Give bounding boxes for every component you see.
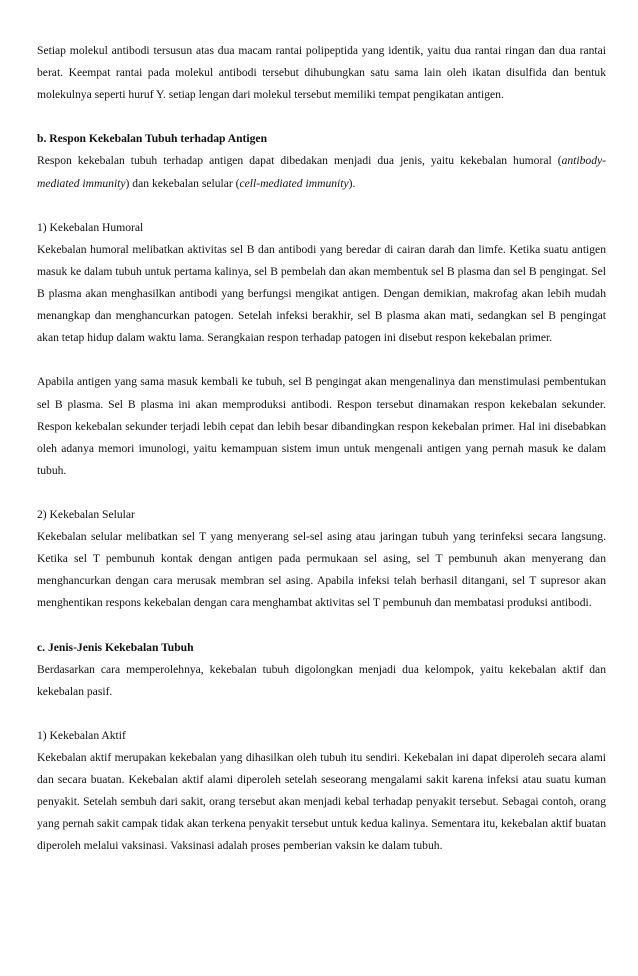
selular-section: [37, 504, 606, 614]
section-c-heading: c. Jenis-Jenis Kekebalan Tubuh: [37, 640, 194, 654]
section-b-text-start: Respon kekebalan tubuh terhadap antigen dapat dibedakan menjadi dua jenis, yaitu kekebalan humoral (: [37, 154, 562, 168]
document-page: [37, 40, 606, 880]
section-c: [37, 637, 606, 703]
humoral-section: [37, 217, 606, 350]
intro-paragraph: Setiap molekul antibodi tersusun atas dua macam rantai polipeptida yang identik, yaitu dua rantai ringan dan dua rantai berat. Keempat rantai pada molekul antibodi tersebut dihubungkan satu sama lain oleh ikatan disulfida dan bentuk molekulnya seperti huruf Y. setiap lengan dari molekul tersebut memiliki tempat pengikatan antigen.: [37, 44, 606, 102]
section-b-text-mid: ) dan kekebalan selular (: [125, 176, 240, 190]
aktif-heading: 1) Kekebalan Aktif: [37, 728, 126, 742]
humoral-paragraph-1: Kekebalan humoral melibatkan aktivitas sel B dan antibodi yang beredar di cairan darah dan limfe. Ketika suatu antigen masuk ke dalam tubuh untuk pertama kalinya, sel B pembelah dan akan membentuk sel B plasma dan sel B pengingat. Sel B plasma akan menghasilkan antibodi yang berfungsi mengikat antigen. Dengan demikian, makrofag akan lebih mudah menangkap dan menghancurkan patogen. Setelah infeksi berakhir, sel B plasma akan mati, sedangkan sel B pengingat akan tetap hidup dalam waktu lama. Serangkaian respon terhadap patogen ini disebut respon kekebalan primer.: [37, 242, 606, 345]
section-b-text-end: ).: [348, 176, 356, 190]
section-b-paragraph: [37, 150, 606, 194]
section-b: [37, 128, 606, 194]
section-c-paragraph: Berdasarkan cara memperolehnya, kekebalan tubuh digolongkan menjadi dua kelompok, yaitu kekebalan aktif dan kekebalan pasif.: [37, 662, 606, 698]
section-b-heading: b. Respon Kekebalan Tubuh terhadap Antigen: [37, 132, 268, 146]
intro-section: [37, 40, 606, 106]
term-antibody-mediated: antibody-mediated immunity: [37, 154, 606, 190]
selular-heading: 2) Kekebalan Selular: [37, 507, 135, 521]
term-cell-mediated: cell-mediated immunity: [239, 176, 349, 190]
humoral-heading: 1) Kekebalan Humoral: [37, 220, 144, 234]
aktif-section: [37, 725, 606, 858]
selular-paragraph: Kekebalan selular melibatkan sel T yang menyerang sel-sel asing atau jaringan tubuh yang terinfeksi secara langsung. Ketika sel T pembunuh kontak dengan antigen pada permukaan sel asing, sel T pembunuh akan menyerang dan menghancurkan dengan cara merusak membran sel asing. Apabila infeksi telah berhasil ditangani, sel T supresor akan menghentikan respons kekebalan dengan cara menghambat aktivitas sel T pembunuh dan membatasi produksi antibodi.: [37, 530, 606, 610]
humoral-paragraph-2: Apabila antigen yang sama masuk kembali ke tubuh, sel B pengingat akan mengenalinya dan menstimulasi pembentukan sel B plasma. Sel B plasma ini akan memproduksi antibodi. Respon tersebut dinamakan respon kekebalan sekunder. Respon kekebalan sekunder terjadi lebih cepat dan lebih besar dibandingkan respon kekebalan primer. Hal ini disebabkan oleh adanya memori imunologi, yaitu kemampuan sistem imun untuk mengenali antigen yang pernah masuk ke dalam tubuh.: [37, 375, 606, 477]
humoral-continued: [37, 371, 606, 481]
aktif-paragraph: Kekebalan aktif merupakan kekebalan yang dihasilkan oleh tubuh itu sendiri. Kekebalan ini dapat diperoleh secara alami dan secara buatan. Kekebalan aktif alami diperoleh setelah seseorang mengalami sakit karena infeksi atau suatu kuman penyakit. Setelah sembuh dari sakit, orang tersebut akan menjadi kebal terhadap penyakit tersebut. Sebagai contoh, orang yang pernah sakit campak tidak akan terkena penyakit tersebut untuk kedua kalinya. Sementara itu, kekebalan aktif buatan diperoleh melalui vaksinasi. Vaksinasi adalah proses pemberian vaksin ke dalam tubuh.: [37, 751, 606, 853]
